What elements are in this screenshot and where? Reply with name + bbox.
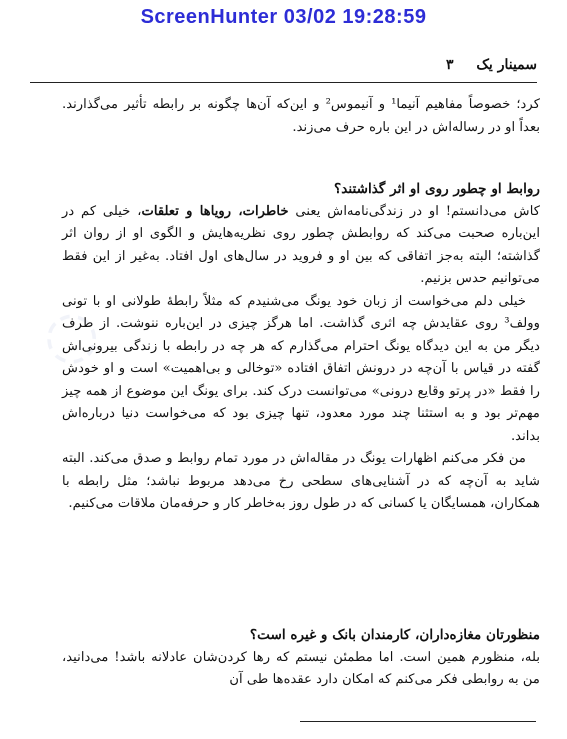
question-heading: منظورتان مغازه‌داران، کارمندان بانک و غیره است؟ xyxy=(249,627,540,643)
book-title: خاطرات، رویاها و تعلقات xyxy=(141,203,289,219)
answer-paragraph-1 xyxy=(62,201,540,291)
header-divider xyxy=(30,82,537,83)
running-header xyxy=(37,57,537,73)
answer-paragraph-1: بله، منظورم همین است. اما مطمئن نیستم که رها کردن‌شان عادلانه باشد! می‌دانید، من به روابطی فکر می‌کنم که امکان دارد عقده‌ها طی آن xyxy=(62,649,540,687)
screenhunter-timestamp-banner: ScreenHunter 03/02 19:28:59 xyxy=(140,6,427,28)
section-2 xyxy=(62,624,540,692)
background-watermark: ◌ xyxy=(21,294,114,380)
page-number: ۳ xyxy=(445,57,454,73)
answer-paragraph-2: خیلی دلم می‌خواست از زبان خود یونگ می‌شنیدم که مثلاً رابطهٔ طولانی او با تونی وولف³ روی عقایدش چه اثری گذاشت. اما هرگز چیزی در این‌باره ننوشت. از طرف دیگر من به این دیدگاه یونگ احترام می‌گذارم که هر چه در رابطه با زندگی بیرونی‌اش گفته در قیاس با آن‌چه در درونش اتفاق افتاده «توخالی و بی‌اهمیت» است و او خودش را فقط «در پرتو وقایع درونی» می‌توانست درک کند. برای یونگ این موضوع از همه چیز مهم‌تر بود و به استثنا چند مورد معدود، تنها چیزی بود که می‌خواست دنیا درباره‌اش بداند. xyxy=(62,293,540,444)
answer-paragraph-3: من فکر می‌کنم اظهارات یونگ در مقاله‌اش در مورد تمام روابط و صدق می‌کند. البته شاید به آن‌چه که در آشنایی‌های سطحی رخ می‌دهد مربوط نباشد؛ مثل رابطه با همکاران، همسایگان یا کسانی که در طول روز به‌خاطر کار و حرفه‌مان ملاقات می‌کنیم. xyxy=(62,451,540,511)
intro-paragraph-block xyxy=(62,94,540,139)
intro-paragraph: کرد؛ خصوصاً مفاهیم آنیما¹ و آنیموس² و این‌که آن‌ها چگونه بر رابطه تأثیر می‌گذارند. بعداً او در رساله‌اش در این باره حرف می‌زند. xyxy=(62,97,540,135)
chapter-title: سمینار یک xyxy=(476,57,537,73)
section-1 xyxy=(62,178,540,516)
question-heading: روابط او چطور روی او اثر گذاشتند؟ xyxy=(334,181,540,197)
answer-text: ، خیلی کم در این‌باره صحبت می‌کند که روابطش چطور روی نظریه‌هایش و الگوی او از روان اثر گذاشته؛ البته به‌جز اتفاقی که بین او و فروید در سال‌های اول افتاد. به‌غیر از این فقط می‌توانیم حدس بزنیم. xyxy=(62,203,540,286)
footnote-divider xyxy=(300,721,536,722)
answer-text: کاش می‌دانستم! او در زندگی‌نامه‌اش یعنی xyxy=(288,203,540,219)
